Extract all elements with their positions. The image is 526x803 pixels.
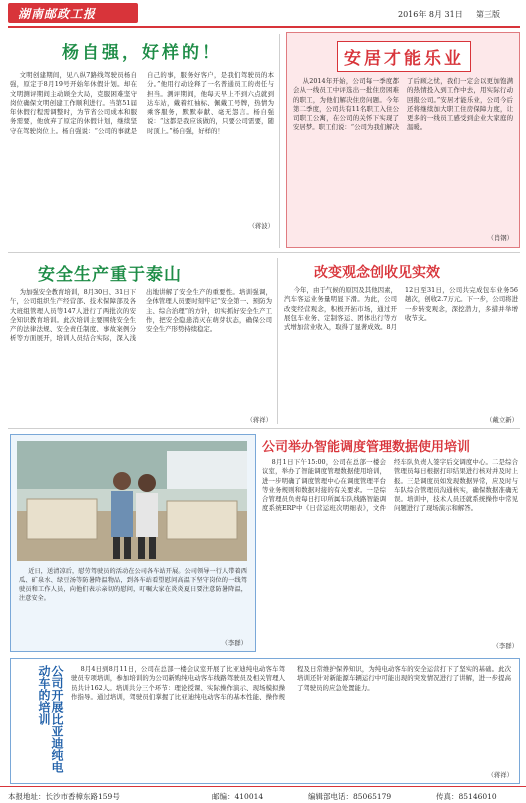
- article-author: （肖钢）: [487, 234, 513, 242]
- article-author: （李群）: [492, 642, 518, 650]
- footer-phone: 编辑部电话：85065179: [308, 792, 392, 801]
- page-number: 第三版: [476, 10, 500, 19]
- article-yang-ziqiang: [10, 32, 274, 242]
- photo-caption: 近日，送清凉后，慰劳驾驶员的活动在公司各车站开展。公司领导一行人带着西瓜、矿泉水、绿豆汤等防暑降温物品，到各车站看望慰问高温下坚守岗位的一线驾驶员和工作人员，向他们表示亲切的慰问，叮嘱大家在炎炎夏日要注意防暑降温，注意安全。: [19, 568, 247, 602]
- article-byd-training: [10, 658, 520, 784]
- masthead-logo: [8, 3, 138, 23]
- article-body: 从2014年开始，公司每一季度都会从一线员工中评选出一批住房困难的职工，为他们解决住房问题。今年第二季度，公司共有11名职工入住公司职工公寓，在公司的关怀下实现了安居梦。职工们说：“公司为我们解决了后顾之忧，我们一定会以更加饱满的热情投入到工作中去，用实际行动回报公司。”安居才能乐业，公司今后还将继续加大职工住房保障力度，让更多的一线员工感受到企业大家庭的温暖。: [293, 77, 513, 132]
- article-title: 改变观念创收见实效: [314, 265, 440, 281]
- masthead: [0, 0, 526, 28]
- article-author: （蒋祥）: [487, 771, 513, 779]
- logo-text: 湖南邮政工报: [18, 7, 97, 21]
- article-author: （蒋波）: [248, 222, 274, 230]
- article-title: 公司开展比亚迪纯电动车的培训: [37, 665, 64, 773]
- article-dispatch-training: [262, 434, 518, 650]
- column-divider: [279, 34, 280, 248]
- article-body: 文明创建期间，见八纵7路线驾驶员杨自强，原定于8月19号开始年休假计划。却在文明测评期间主动顾全大局，克服困难坚守岗位确保文明创建工作顺利进行。当第51届年休假行程需调整时，为节省公司成本和服务需要，他放弃了原定的休假计划，继续坚守在驾驶岗位上。杨自强说：“公司的事就是自己的事，服务好客户，是我们驾驶员的本分。”他用行动诠释了一名普通员工的责任与担当。测评期间，他每天早上不到六点就到达车站，戴着红袖标、佩戴工号牌，热情为乘客服务，默默奉献、毫无怨言。杨自强说：“这都是我应该做的，只要公司需要，随时顶上。”杨自强，好样的！: [10, 71, 274, 135]
- article-body: 8月4日到8月11日，公司在总部一楼会议室开展了比亚迪纯电动客车驾驶员专项培训，参加培训的为公司新购纯电动客车线路驾驶员及相关管理人员共计162人。培训共分三个环节：理论授课、实际操作演示、现场模拟操作指导。通过培训，驾驶员们掌握了比亚迪纯电动客车的基本性能、操作规程及日常维护保养知识，为纯电动客车的安全运营打下了坚实的基础。此次培训还针对新能源车辆运行中可能出现的突发情况进行了讲解，进一步提高了驾驶员的应急处置能力。: [71, 665, 511, 701]
- footer: [0, 786, 526, 803]
- article-title: 安居才能乐业: [337, 41, 471, 72]
- article-author: （戴立新）: [486, 416, 518, 424]
- issue-date: 2016年 8月 31日: [398, 10, 463, 19]
- section-divider: [8, 428, 520, 429]
- article-revenue: [284, 258, 518, 424]
- masthead-divider: [8, 26, 520, 28]
- article-title: 公司举办智能调度管理数据使用培训: [262, 440, 471, 455]
- news-photo: [17, 441, 247, 561]
- section-divider: [8, 252, 520, 253]
- article-housing: [286, 32, 520, 248]
- footer-fax: 传真：85146010: [436, 792, 497, 801]
- photo-author: （李群）: [221, 639, 247, 647]
- article-safety: [10, 258, 272, 424]
- article-author: （蒋祥）: [246, 416, 272, 424]
- footer-postcode: 邮编：410014: [212, 792, 264, 801]
- column-divider: [277, 258, 278, 424]
- article-body: 8月1日下午15:00，公司在总部一楼会议室，举办了智能调度管理数据使用培训，进一步明确了调度管理中心在调度管理平台等业务规则和数据对接的有关要求。一是综合管理员负责每日打印所属车队线路智能调度系统ERP中《日营运班次明细表》，文件经车队负责人签字后交调度中心。二是综合管理员每日根据打印结果进行核对并及时上报。三是调度员如发现数据异常，应及时与车队综合管理员沟通核实，确保数据准确无误。培训中，技术人员还就系统操作中常见问题进行了现场演示和解答。: [262, 458, 518, 513]
- article-body: 今年，由于气候的原因及其他因素，汽车客运业务量明显下滑。为此，公司改变经营观念，积极开拓市场，通过开展包车业务、定制客运、团体出行等方式增加营业收入，取得了显著成效。8月12日至31日，公司共完成包车业务56趟次，创收2.7万元。下一步，公司将进一步转变观念，深挖潜力，多措并举增收节支。: [284, 286, 518, 332]
- article-body: 为加强安全教育培训，8月30日、31日下午，公司组织生产经营部、技术保障部及各大班组管理人员等147人进行了两批次的安全知识教育培训。此次培训主要围绕安全生产的法律法规、安全责任制度、事故案例分析等方面展开，培训人员结合实际，深入浅出地讲解了安全生产的重要性。培训强调，全体管理人员要时刻牢记“安全第一、预防为主、综合治理”的方针，切实抓好安全生产工作，把安全隐患消灭在萌芽状态，确保公司安全生产形势持续稳定。: [10, 288, 272, 343]
- footer-address: 本报地址：长沙市香樟东路159号: [8, 792, 120, 801]
- photo-block: [10, 434, 256, 652]
- article-title: 杨自强，好样的！: [62, 43, 222, 63]
- article-title: 安全生产重于泰山: [38, 265, 182, 285]
